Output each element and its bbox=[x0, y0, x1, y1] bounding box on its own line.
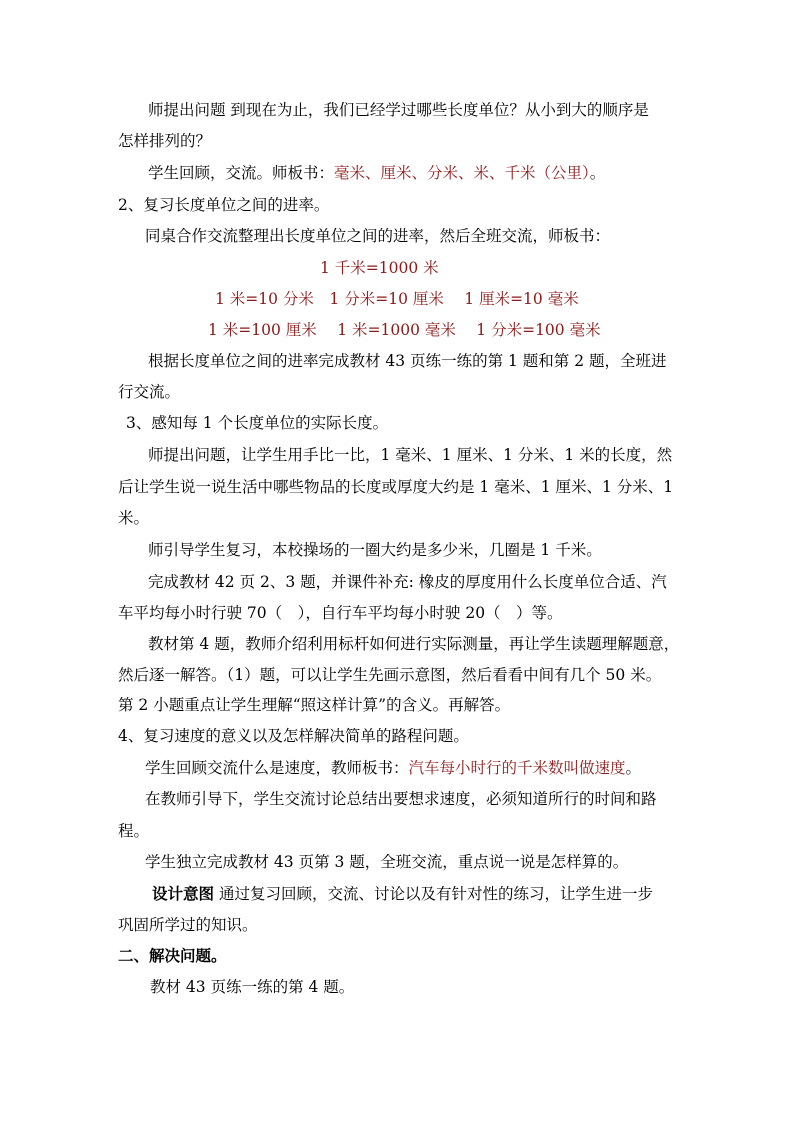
paragraph-supplement-line2: 车平均每小时行驶 70（ ），自行车平均每小时驶 20（ ）等。 bbox=[118, 604, 563, 622]
formula-row-2: 1 米=10 分米 1 分米=10 厘米 1 厘米=10 毫米 bbox=[215, 290, 579, 308]
design-intent-text: 通过复习回顾，交流、讨论以及有针对性的练习，让学生进一步 bbox=[214, 885, 653, 903]
formula-row-3: 1 米=100 厘米 1 米=1000 毫米 1 分米=100 毫米 bbox=[208, 321, 601, 339]
board-units-prefix: 学生回顾，交流。师板书： bbox=[148, 164, 335, 182]
paragraph-board-units bbox=[148, 163, 605, 183]
paragraph-exercise-line2: 行交流。 bbox=[118, 383, 181, 401]
paragraph-supplement-line1: 完成教材 42 页 2、3 题，并课件补充: 橡皮的厚度用什么长度单位合适、汽 bbox=[148, 573, 667, 591]
speed-definition-suffix: 。 bbox=[625, 759, 642, 777]
formula-km-m: 1 千米=1000 米 bbox=[320, 259, 439, 277]
paragraph-pair-work: 同桌合作交流整理出长度单位之间的进率，然后全班交流，师板书： bbox=[145, 227, 611, 245]
paragraph-discussion-line1: 在教师引导下，学生交流讨论总结出要想求速度，必须知道所行的时间和路 bbox=[145, 790, 657, 808]
paragraph-measure-line3: 第 2 小题重点让学生理解“照这样计算”的含义。再解答。 bbox=[118, 696, 511, 714]
board-units-suffix: 。 bbox=[589, 164, 606, 182]
paragraph-compare-line3: 米。 bbox=[118, 509, 150, 527]
heading-solve-problems: 二、解决问题。 bbox=[118, 946, 227, 965]
heading-review-rates: 2、复习长度单位之间的进率。 bbox=[118, 196, 330, 214]
paragraph-textbook-exercise: 教材 43 页练一练的第 4 题。 bbox=[150, 978, 355, 996]
paragraph-measure-line2: 然后逐一解答。（1）题，可以让学生先画示意图，然后看看中间有几个 50 米。 bbox=[118, 666, 662, 684]
paragraph-playground: 师引导学生复习，本校操场的一圈大约是多少米，几圈是 1 千米。 bbox=[148, 541, 602, 559]
speed-definition-text: 汽车每小时行的千米数叫做速度 bbox=[408, 759, 626, 777]
paragraph-design-intent-line2: 巩固所学过的知识。 bbox=[118, 916, 258, 934]
paragraph-question-line1: 师提出问题 到现在为止，我们已经学过哪些长度单位？从小到大的顺序是 bbox=[148, 101, 649, 119]
paragraph-independent-work: 学生独立完成教材 43 页第 3 题，全班交流，重点说一说是怎样算的。 bbox=[145, 853, 629, 871]
board-units-list: 毫米、厘米、分米、米、千米（公里） bbox=[334, 164, 590, 182]
paragraph-exercise-line1: 根据长度单位之间的进率完成教材 43 页练一练的第 1 题和第 2 题，全班进 bbox=[148, 352, 667, 370]
heading-perceive-length: 3、感知每 1 个长度单位的实际长度。 bbox=[126, 414, 389, 432]
design-intent-label: 设计意图 bbox=[152, 884, 215, 903]
speed-definition-prefix: 学生回顾交流什么是速度，教师板书： bbox=[145, 759, 409, 777]
paragraph-discussion-line2: 程。 bbox=[118, 822, 150, 840]
paragraph-question-line2: 怎样排列的？ bbox=[118, 132, 212, 150]
paragraph-compare-line2: 后让学生说一说生活中哪些物品的长度或厚度大约是 1 毫米、1 厘米、1 分米、1 bbox=[118, 478, 674, 496]
paragraph-design-intent-line1 bbox=[152, 884, 653, 904]
paragraph-compare-line1: 师提出问题，让学生用手比一比，1 毫米、1 厘米、1 分米、1 米的长度，然 bbox=[148, 446, 673, 464]
paragraph-speed-definition bbox=[145, 758, 641, 778]
paragraph-measure-line1: 教材第 4 题，教师介绍利用标杆如何进行实际测量，再让学生读题理解题意， bbox=[148, 635, 680, 653]
heading-speed-review: 4、复习速度的意义以及怎样解决简单的路程问题。 bbox=[118, 727, 469, 745]
